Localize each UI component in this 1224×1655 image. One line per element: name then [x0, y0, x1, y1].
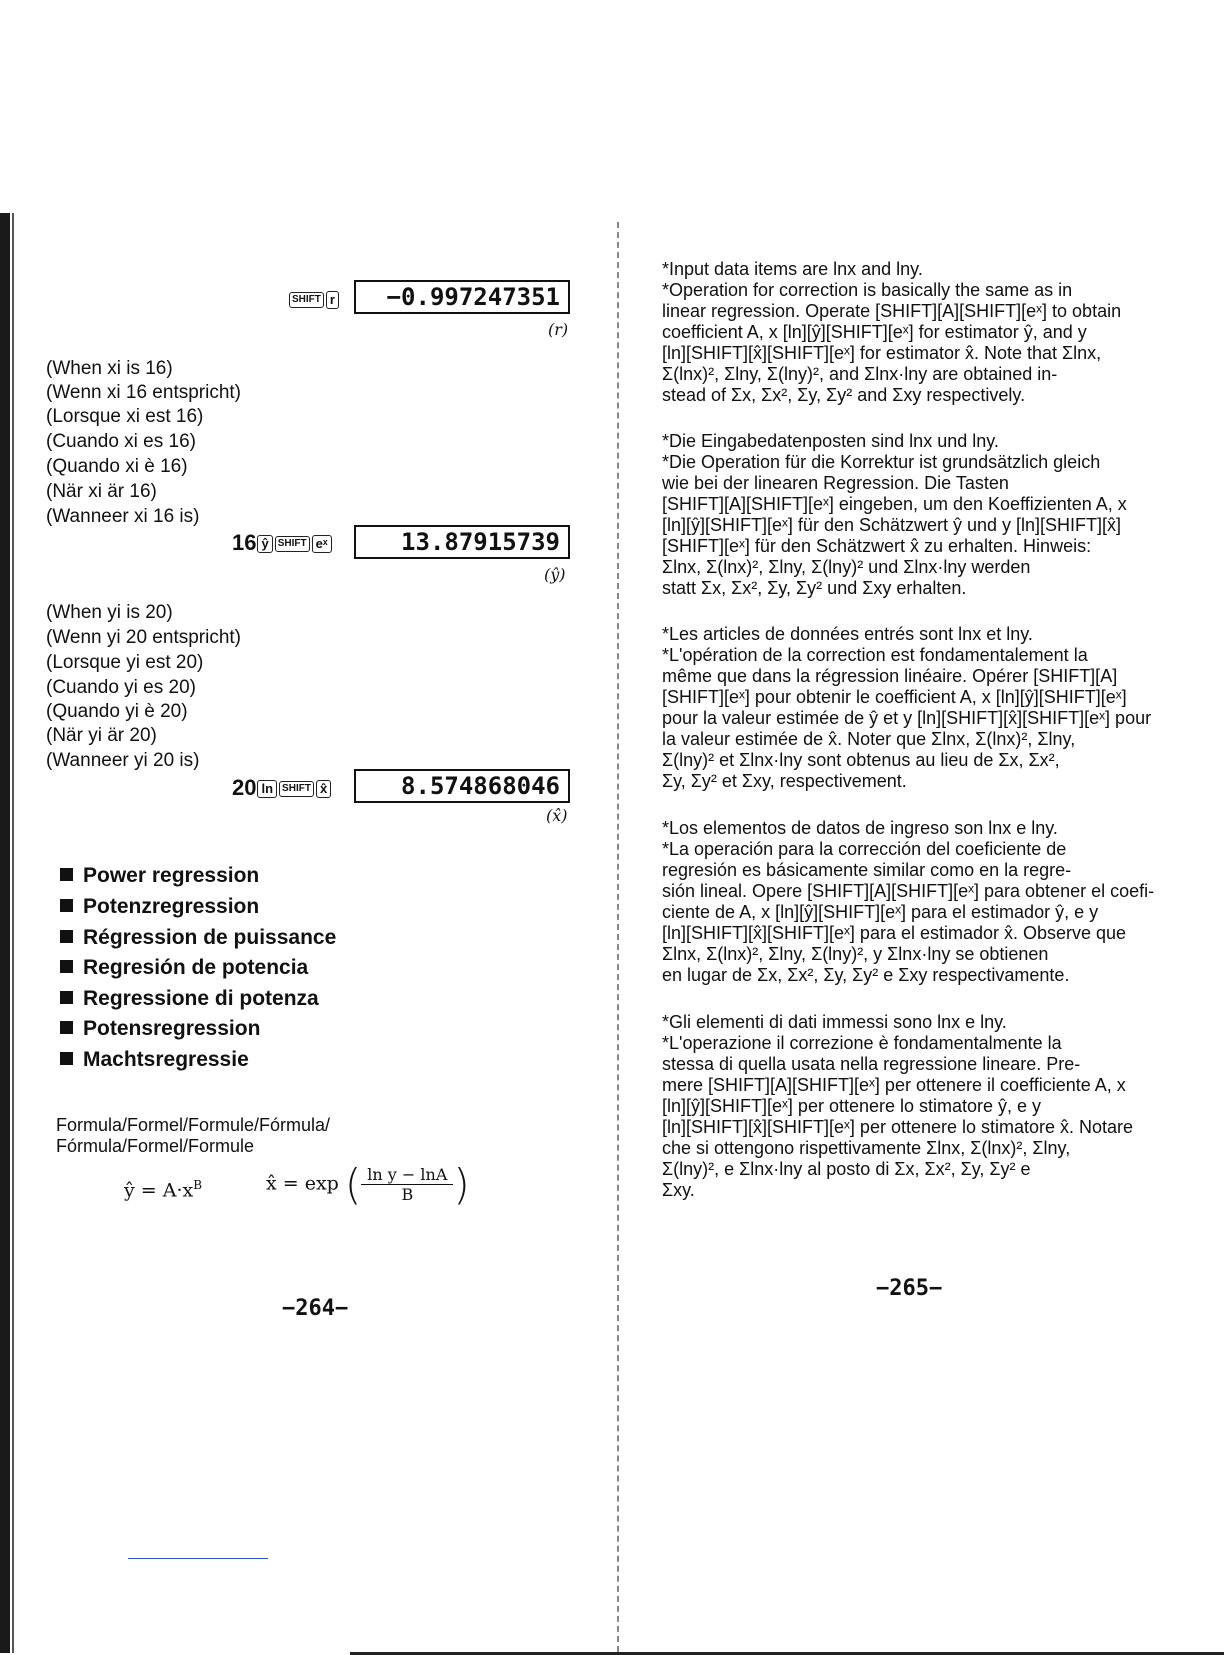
- text-line: en lugar de Σx, Σx², Σy, Σy² e Σxy respectivamente.: [662, 965, 1070, 985]
- corr-var-label: (r): [548, 320, 569, 339]
- y-key-sequence: [232, 775, 332, 801]
- formula-power: [124, 1178, 202, 1201]
- text-line: Σ(lny)² et Σlnx·lny sont obtenus au lieu de Σx, Σx²,: [662, 750, 1060, 770]
- text-line: Σlnx, Σ(lnx)², Σlny, Σ(lny)², y Σlnx·lny se obtienen: [662, 944, 1049, 964]
- x-hat-var-label: (x̂): [546, 806, 568, 825]
- text-line: [ln][SHIFT][x̂][SHIFT][eˣ] para el estimador x̂. Observe que: [662, 923, 1127, 943]
- bullet-square-icon: [60, 930, 73, 943]
- blue-rule: [128, 1558, 268, 1559]
- heading-text: Power regression: [83, 864, 260, 887]
- ln-key: ln: [257, 780, 277, 798]
- formula-inverse: [266, 1160, 470, 1209]
- right-paren: ): [453, 1160, 470, 1209]
- text-line: coefficient A, x [ln][ŷ][SHIFT][eˣ] for estimator ŷ, and y: [662, 322, 1087, 342]
- when-x-line: (Cuando xi es 16): [46, 431, 196, 452]
- section-heading: [60, 956, 308, 980]
- paragraph-italian: [662, 1012, 1184, 1201]
- bullet-square-icon: [60, 1052, 73, 1065]
- formula-label: Formula/Formel/Formule/Fórmula/: [56, 1115, 331, 1135]
- text-line: mere [SHIFT][A][SHIFT][eˣ] per ottenere il coefficiente A, x: [662, 1075, 1126, 1095]
- x-hat-key: x̂: [316, 780, 331, 798]
- text-line: che si ottengono rispettivamente Σlnx, Σ(lnx)², Σlny,: [662, 1138, 1071, 1158]
- formula-fraction: [361, 1165, 453, 1204]
- formula-power-text: ŷ = A·x: [124, 1179, 194, 1202]
- bullet-square-icon: [60, 899, 73, 912]
- when-y-line: (När yi är 20): [46, 725, 157, 746]
- corr-display: −0.997247351: [354, 280, 570, 314]
- text-line: *Gli elementi di dati immessi sono lnx e lny.: [662, 1012, 1007, 1032]
- when-y-line: (Lorsque yi est 20): [46, 652, 204, 673]
- y-hat-var-label: (ŷ): [544, 565, 566, 584]
- when-y-line: (Wanneer yi 20 is): [46, 750, 200, 771]
- text-line: *L'opération de la correction est fondamentalement la: [662, 645, 1088, 665]
- text-line: [SHIFT][eˣ] für den Schätzwert x̂ zu erhalten. Hinweis:: [662, 536, 1092, 556]
- r-key: r: [326, 291, 339, 309]
- x-display: 13.87915739: [354, 525, 570, 559]
- text-line: stessa di quella usata nella regressione lineare. Pre-: [662, 1054, 1081, 1074]
- text-line: *Input data items are lnx and lny.: [662, 259, 923, 279]
- text-line: [ln][ŷ][SHIFT][eˣ] für den Schätzwert ŷ und y [ln][SHIFT][x̂]: [662, 515, 1122, 535]
- x-input-value: 16: [232, 530, 257, 555]
- text-line: [SHIFT][A][SHIFT][eˣ] eingeben, um den Koeffizienten A, x: [662, 494, 1127, 514]
- when-y-line: (When yi is 20): [46, 602, 173, 623]
- when-y-line: (Quando yi è 20): [46, 701, 188, 722]
- when-x-line: (När xi är 16): [46, 481, 157, 502]
- text-line: linear regression. Operate [SHIFT][A][SHIFT][eˣ] to obtain: [662, 301, 1122, 321]
- text-line: Σxy.: [662, 1180, 695, 1200]
- shift-key: SHIFT: [275, 536, 310, 552]
- text-line: la valeur estimée de x̂. Noter que Σlnx, Σ(lnx)², Σlny,: [662, 729, 1076, 749]
- heading-text: Regresión de potencia: [83, 956, 309, 979]
- when-y-line: (Wenn yi 20 entspricht): [46, 627, 242, 648]
- text-line: [ln][ŷ][SHIFT][eˣ] per ottenere lo stimatore ŷ, e y: [662, 1096, 1042, 1116]
- text-line: [ln][SHIFT][x̂][SHIFT][eˣ] per ottenere lo stimatore x̂. Notare: [662, 1117, 1134, 1137]
- section-heading: [60, 864, 259, 888]
- right-page-number: −265−: [876, 1276, 943, 1301]
- text-line: *Les articles de données entrés sont lnx et lny.: [662, 624, 1033, 644]
- when-x-line: (Wenn xi 16 entspricht): [46, 382, 242, 403]
- text-line: *Die Eingabedatenposten sind lnx und lny.: [662, 431, 999, 451]
- formula-denominator: B: [401, 1185, 414, 1204]
- shift-key: SHIFT: [289, 292, 324, 308]
- exp-key: eˣ: [312, 535, 332, 553]
- text-line: *L'operazione il correzione è fondamentalmente la: [662, 1033, 1062, 1053]
- x-key-sequence: [232, 530, 333, 556]
- when-y-line: (Cuando yi es 20): [46, 677, 196, 698]
- text-line: ciente de A, x [ln][ŷ][SHIFT][eˣ] para el estimador ŷ, e y: [662, 902, 1099, 922]
- section-heading: [60, 1048, 249, 1072]
- section-heading: [60, 987, 319, 1011]
- formula-label-cont: Fórmula/Formel/Formule: [56, 1136, 255, 1156]
- section-heading: [60, 1017, 260, 1041]
- text-line: Σy, Σy² et Σxy, respectivement.: [662, 771, 907, 791]
- book-spine: [0, 213, 10, 1653]
- heading-text: Potenzregression: [83, 895, 260, 918]
- text-line: regresión es básicamente similar como en la regre-: [662, 860, 1072, 880]
- text-line: *Los elementos de datos de ingreso son lnx e lny.: [662, 818, 1058, 838]
- when-x-line: (When xi is 16): [46, 358, 173, 379]
- bullet-square-icon: [60, 960, 73, 973]
- y-display: 8.574868046: [354, 769, 570, 803]
- section-heading: [60, 895, 259, 919]
- bullet-square-icon: [60, 991, 73, 1004]
- paragraph-german: [662, 431, 1184, 599]
- paragraph-english: [662, 259, 1184, 406]
- text-line: pour la valeur estimée de ŷ et y [ln][SHIFT][x̂][SHIFT][eˣ] pour: [662, 708, 1152, 728]
- heading-text: Régression de puissance: [83, 926, 337, 949]
- when-x-line: (Lorsque xi est 16): [46, 406, 204, 427]
- text-line: Σlnx, Σ(lnx)², Σlny, Σ(lny)² und Σlnx·lny werden: [662, 557, 1031, 577]
- paragraph-spanish: [662, 818, 1184, 986]
- heading-text: Regressione di potenza: [83, 987, 319, 1010]
- when-x-line: (Wanneer xi 16 is): [46, 506, 200, 527]
- corr-key-sequence: [288, 286, 340, 312]
- heading-text: Machtsregressie: [83, 1048, 249, 1071]
- text-line: wie bei der linearen Regression. Die Tasten: [662, 473, 1009, 493]
- text-line: *La operación para la corrección del coeficiente de: [662, 839, 1067, 859]
- page-divider: [617, 222, 619, 1652]
- text-line: Σ(lnx)², Σlny, Σ(lny)², and Σlnx·lny are obtained in-: [662, 364, 1058, 384]
- heading-text: Potensregression: [83, 1017, 261, 1040]
- text-line: même que dans la régression linéaire. Opérer [SHIFT][A]: [662, 666, 1118, 686]
- formula-numerator: ln y − lnA: [361, 1165, 453, 1185]
- left-page-number: −264−: [282, 1296, 349, 1321]
- paragraph-french: [662, 624, 1184, 792]
- text-line: Σ(lny)², e Σlnx·lny al posto di Σx, Σx², Σy, Σy² e: [662, 1159, 1031, 1179]
- text-line: *Die Operation für die Korrektur ist grundsätzlich gleich: [662, 452, 1101, 472]
- bullet-square-icon: [60, 1021, 73, 1034]
- text-line: stead of Σx, Σx², Σy, Σy² and Σxy respectively.: [662, 385, 1026, 405]
- book-spine-edge: [12, 213, 14, 1653]
- text-line: [SHIFT][eˣ] pour obtenir le coefficient A, x [ln][ŷ][SHIFT][eˣ]: [662, 687, 1127, 707]
- left-paren: (: [344, 1160, 362, 1209]
- text-line: sión lineal. Opere [SHIFT][A][SHIFT][eˣ] para obtener el coefi-: [662, 881, 1155, 901]
- bullet-square-icon: [60, 868, 73, 881]
- text-line: *Operation for correction is basically the same as in: [662, 280, 1073, 300]
- formula-inverse-lhs: x̂ = exp: [266, 1172, 339, 1195]
- formula-power-exponent: B: [193, 1178, 203, 1192]
- section-heading: [60, 926, 336, 950]
- y-input-value: 20: [232, 775, 257, 800]
- text-line: statt Σx, Σx², Σy, Σy² und Σxy erhalten.: [662, 578, 967, 598]
- y-hat-key: ŷ: [257, 535, 272, 553]
- when-x-line: (Quando xi è 16): [46, 456, 188, 477]
- shift-key: SHIFT: [279, 781, 314, 797]
- text-line: [ln][SHIFT][x̂][SHIFT][eˣ] for estimator x̂. Note that Σlnx,: [662, 343, 1102, 363]
